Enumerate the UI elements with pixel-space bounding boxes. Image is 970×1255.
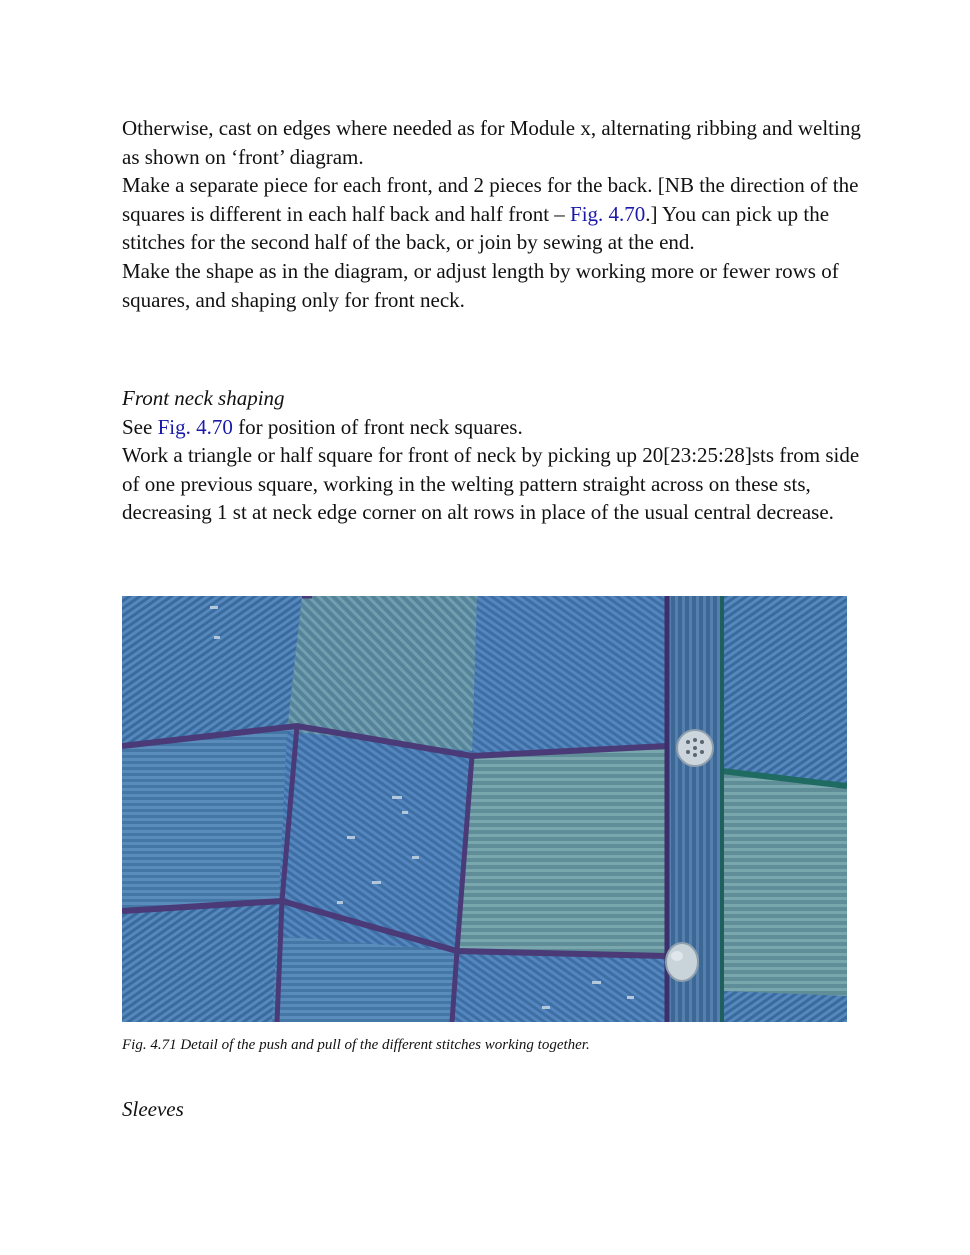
intro-paragraph-2-tail: .] You can pick up the stitches for the second half of the back, or join by sewing at the end. xyxy=(122,201,830,255)
intro-section xyxy=(122,114,862,314)
intro-paragraph-2-text: Make a separate piece for each front, and 2 pieces for the back. [NB the direction of the squares is different in each half back and half front – xyxy=(122,173,859,226)
intro-paragraph-1: Otherwise, cast on edges where needed as for Module x, alternating ribbing and welting as shown on ‘front’ diagram. xyxy=(122,116,861,169)
figure-caption: Fig. 4.71 Detail of the push and pull of the different stitches working together. xyxy=(122,1037,590,1053)
sleeves-heading: Sleeves xyxy=(122,1097,184,1121)
intro-paragraph-3: Make the shape as in the diagram, or adjust length by working more or fewer rows of squares, and shaping only for front neck. xyxy=(122,258,839,312)
see-text-tail: for position of front neck squares. xyxy=(232,414,523,439)
front-neck-heading: Front neck shaping xyxy=(122,386,285,410)
fig-4-70-link[interactable]: Fig. 4.70 xyxy=(570,201,646,226)
button-top xyxy=(677,730,713,766)
fig-4-70-link-2[interactable]: Fig. 4.70 xyxy=(157,414,233,439)
see-text: See xyxy=(122,414,158,439)
intro-paragraph-2 xyxy=(122,171,862,257)
front-neck-section xyxy=(122,384,862,527)
front-neck-see-line xyxy=(122,413,862,442)
front-neck-body: Work a triangle or half square for front of neck by picking up 20[23:25:28]sts from side of one previous square, working in the welting pattern straight across on these sts, decreasing 1 st at neck edge corner on alt rows in place of the usual central decrease. xyxy=(122,443,860,525)
knitting-detail-photo xyxy=(122,596,847,1022)
